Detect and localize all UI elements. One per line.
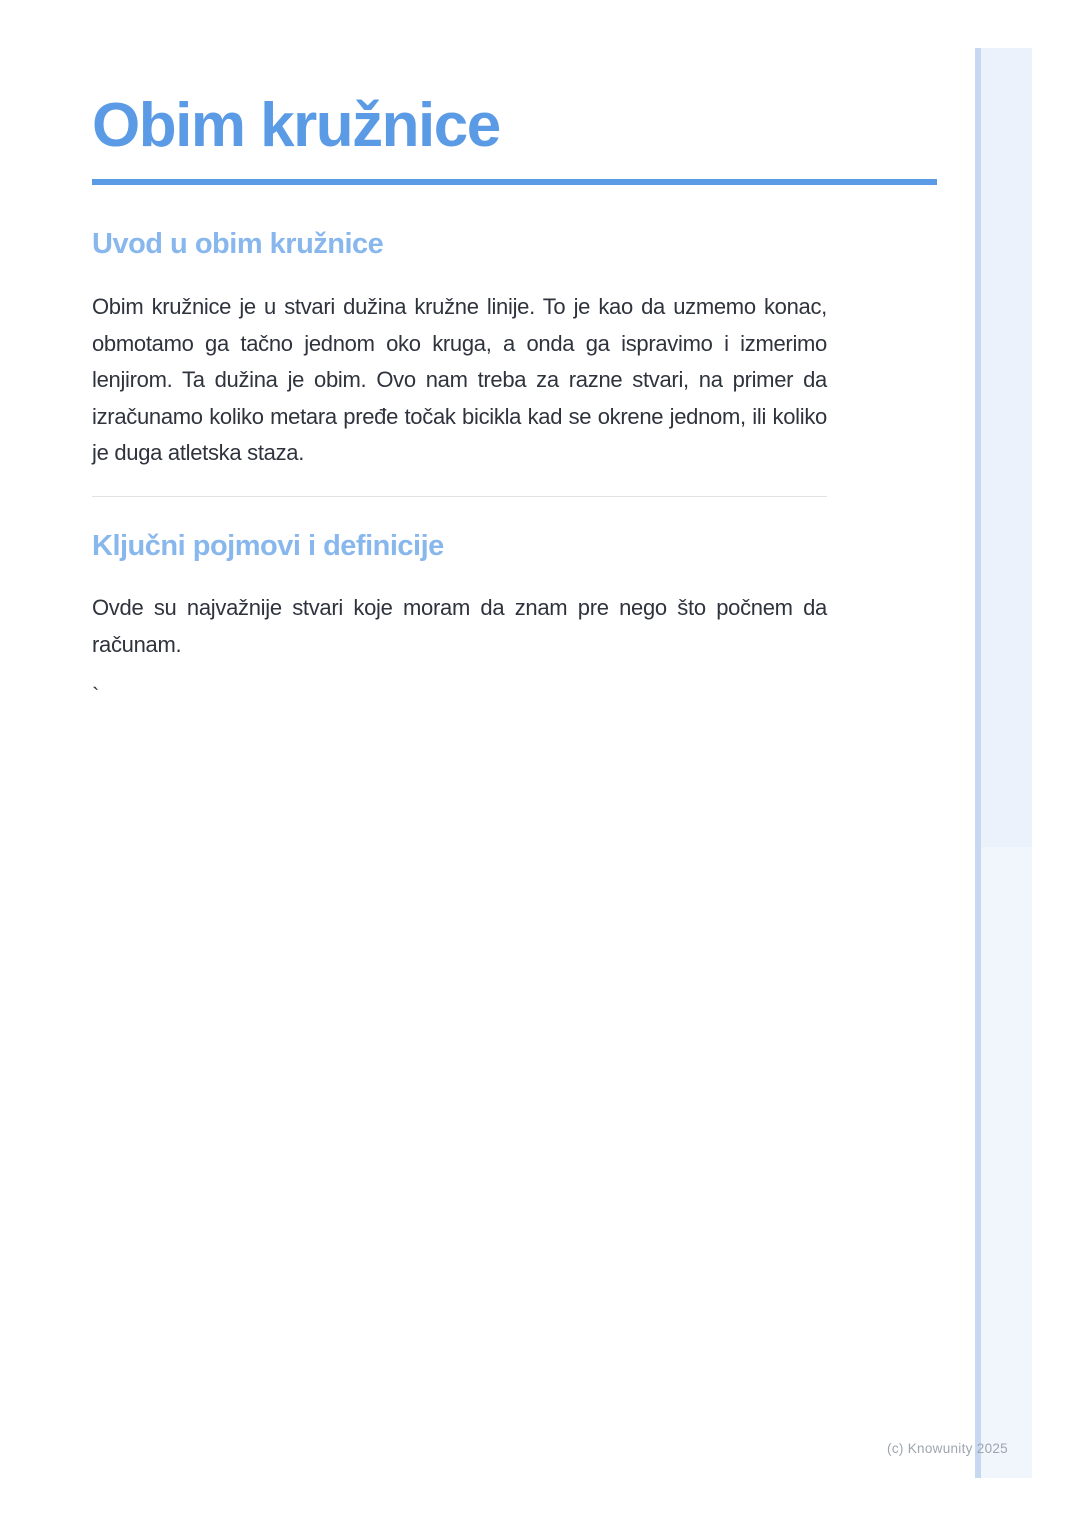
title-underline-rule: [92, 179, 937, 185]
copyright-footer: (c) Knowunity 2025: [887, 1441, 1008, 1456]
section-divider: [92, 496, 827, 497]
section-heading-kljucni-pojmovi: Ključni pojmovi i definicije: [92, 530, 444, 562]
page-edge-stripe: [975, 48, 1032, 1478]
section-paragraph-uvod: Obim kružnice je u stvari dužina kružne linije. To je kao da uzmemo konac, obmotamo ga tačno jednom oko kruga, a onda ga ispravimo i izmerimo lenjirom. Ta dužina je obim. Ovo nam treba za razne stvari, na primer da izračunamo koliko metara pređe točak bicikla kad se okrene jednom, ili koliko je duga atletska staza.: [92, 294, 827, 466]
section-paragraph-kljucni-pojmovi: Ovde su najvažnije stvari koje moram da znam pre nego što počnem da računam.: [92, 595, 827, 657]
page-title: Obim kružnice: [92, 91, 500, 160]
page-edge-stripe-top-segment: [981, 48, 1032, 847]
section-heading-uvod: Uvod u obim kružnice: [92, 228, 384, 260]
stray-backtick-mark: `: [92, 683, 100, 708]
